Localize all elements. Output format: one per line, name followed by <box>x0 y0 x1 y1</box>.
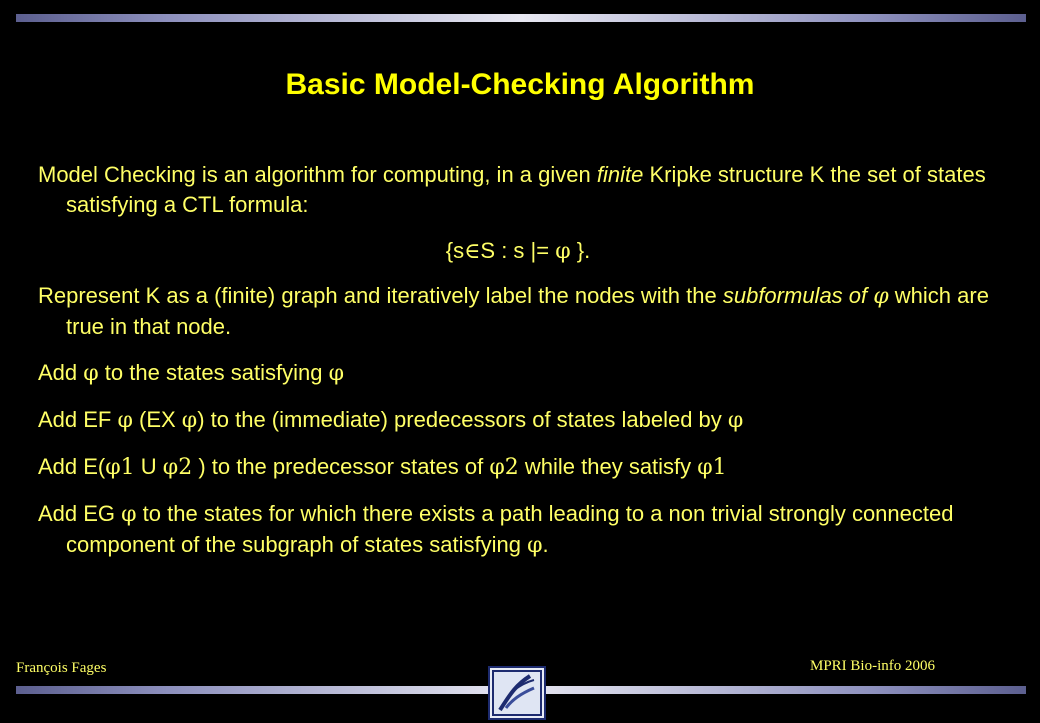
element-of-symbol: ∈ <box>464 239 481 264</box>
phi-symbol: φ <box>873 284 889 309</box>
text-segment: Kripke structure K the set of states satisfying a CTL formula: <box>66 162 986 217</box>
text-segment: ) to the predecessor states of <box>192 454 490 479</box>
footer-course: MPRI Bio-info 2006 <box>810 658 936 674</box>
slide-title: Basic Model-Checking Algorithm <box>285 68 755 101</box>
text-segment: . <box>542 532 549 557</box>
paragraph-represent <box>38 281 998 342</box>
text-segment: Add EF <box>38 407 118 432</box>
phi2-symbol: φ2 <box>162 455 193 480</box>
slide-body <box>38 160 998 577</box>
text-segment: Add <box>38 360 84 385</box>
phi-symbol: φ <box>727 408 744 433</box>
phi-symbol: φ <box>555 239 571 264</box>
phi1-symbol: φ1 <box>697 455 727 480</box>
text-segment: S : s |= <box>480 238 556 263</box>
text-segment: (EX <box>132 407 182 432</box>
text-segment-italic: finite <box>596 162 644 187</box>
paragraph-definition <box>38 160 998 220</box>
phi2-symbol: φ2 <box>489 455 519 480</box>
paragraph-add-eg <box>38 499 998 561</box>
text-segment: {s <box>445 238 465 263</box>
phi1-symbol: φ1 <box>105 455 135 480</box>
paragraph-add-phi <box>38 358 998 389</box>
text-segment: Represent K as a (finite) graph and iteratively label the nodes with the <box>38 283 723 308</box>
text-segment-italic: subformulas of <box>722 283 874 308</box>
inria-logo-icon <box>488 666 546 720</box>
phi-symbol: φ <box>328 361 344 386</box>
text-segment: Add E( <box>38 454 106 479</box>
paragraph-add-ef <box>38 405 998 436</box>
text-segment: Add EG <box>38 501 122 526</box>
set-formula <box>38 236 998 267</box>
paragraph-add-eu <box>38 452 998 483</box>
text-segment: }. <box>570 238 591 263</box>
text-segment: ) to the (immediate) predecessors of states labeled by <box>197 407 728 432</box>
text-segment: to the states for which there exists a path leading to a non trivial strongly connected component of the subgraph of states satisfying <box>66 501 954 557</box>
text-segment: which are true in that node. <box>66 283 989 339</box>
text-segment: U <box>134 454 163 479</box>
text-segment: to the states satisfying <box>98 360 329 385</box>
phi-symbol: φ <box>527 533 543 558</box>
phi-symbol: φ <box>83 361 99 386</box>
footer-author: François Fages <box>16 660 107 676</box>
text-segment: Model Checking is an algorithm for computing, in a given <box>38 162 597 187</box>
phi-symbol: φ <box>121 502 137 527</box>
phi-symbol: φ <box>117 408 133 433</box>
phi-symbol: φ <box>181 408 198 433</box>
top-divider <box>16 14 1026 22</box>
text-segment: while they satisfy <box>518 454 698 479</box>
